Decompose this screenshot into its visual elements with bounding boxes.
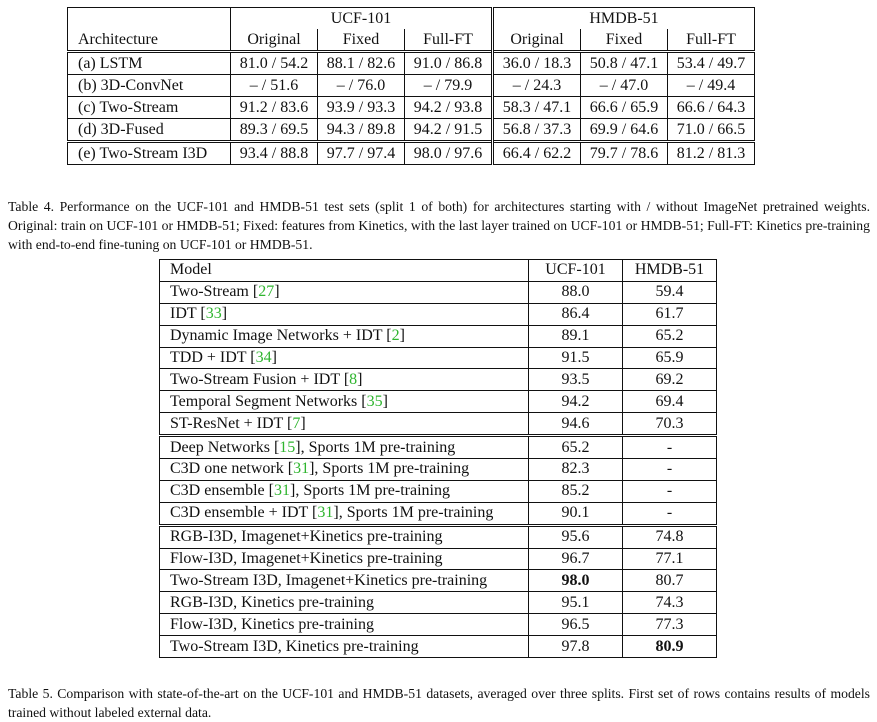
table4-cell: 66.4 / 62.2: [493, 142, 581, 165]
table4-cell: 81.0 / 54.2: [231, 52, 318, 75]
table4-header-spacer: [68, 8, 231, 30]
table5-hmdb-value: 59.4: [623, 281, 717, 303]
table5-row: [160, 614, 717, 636]
table5-model-suffix: ]: [300, 414, 306, 432]
citation-link[interactable]: 35: [366, 392, 383, 410]
table-4: [67, 7, 755, 165]
table5-row: [160, 303, 717, 325]
table5-model-name: ST-ResNet + IDT [: [170, 414, 293, 432]
table5-caption: Table 5. Comparison with state-of-the-art on the UCF-101 and HMDB-51 datasets, averaged over three splits. First set of rows contains results of models trained without labeled external data.: [8, 685, 870, 720]
table5-model-cell: [160, 548, 529, 570]
table5-ucf-value: 86.4: [529, 303, 623, 325]
table5-model-cell: [160, 413, 529, 436]
table5-row: [160, 413, 717, 436]
table4-cell: 91.0 / 86.8: [405, 52, 493, 75]
table5-hmdb-value: 77.3: [623, 614, 717, 636]
table5-ucf-value: 89.1: [529, 325, 623, 347]
table5-model-name: C3D one network [: [170, 460, 294, 478]
table5-model-name: TDD + IDT [: [170, 349, 256, 366]
table5-ucf-value: 98.0: [529, 570, 623, 592]
table5-hmdb-value: 74.8: [623, 525, 717, 548]
table4-cell: (b) 3D-ConvNet: [68, 75, 231, 97]
table4-caption: Table 4. Performance on the UCF-101 and HMDB-51 test sets (split 1 of both) for architectures starting with / without ImageNet pretrained weights. Original: train on UCF-101 or HMDB-51; Fixed: features from Kinetics, with the last layer trained on UCF-101 or HMDB-51; Full-FT: Kinetics pre-training with end-to-end fine-tuning on UCF-101 or HMDB-51.: [8, 198, 870, 252]
table5-model-cell: [160, 570, 529, 592]
table5-model-cell: [160, 391, 529, 413]
table5-model-suffix: ]: [382, 392, 388, 410]
table5-row: [160, 281, 717, 303]
table5-row: [160, 325, 717, 347]
table5-model-cell: [160, 436, 529, 459]
citation-link[interactable]: 33: [205, 305, 222, 323]
table5-col-ucf: UCF-101: [529, 260, 623, 282]
table4-cell: (c) Two-Stream: [68, 97, 231, 119]
table4-row: [68, 142, 755, 165]
table4-cell: 50.8 / 47.1: [581, 52, 668, 75]
table5-row: [160, 570, 717, 592]
table5-model-name: Two-Stream I3D, Imagenet+Kinetics pre-training: [170, 571, 488, 589]
table5-model-cell: [160, 636, 529, 658]
table4-cell: 66.6 / 64.3: [668, 97, 755, 119]
table4-cell: 58.3 / 47.1: [493, 97, 581, 119]
table4-cell: 69.9 / 64.6: [581, 119, 668, 142]
table5-row: [160, 502, 717, 525]
table5-row: [160, 548, 717, 570]
table5-model-name: RGB-I3D, Imagenet+Kinetics pre-training: [170, 528, 443, 546]
table5-ucf-value: 95.1: [529, 592, 623, 614]
table5-model-cell: [160, 502, 529, 525]
table5-ucf-value: 82.3: [529, 459, 623, 481]
table4-cell: 94.2 / 91.5: [405, 119, 493, 142]
table5-model-cell: [160, 614, 529, 636]
table4-row: [68, 75, 755, 97]
citation-link[interactable]: 27: [258, 283, 275, 301]
table4-cell: 56.8 / 37.3: [493, 119, 581, 142]
table5-model-suffix: ]: [357, 370, 363, 388]
citation-link[interactable]: 7: [292, 414, 301, 432]
table5-model-suffix: ], Sports 1M pre-training: [289, 482, 450, 500]
table5-ucf-value: 96.7: [529, 548, 623, 570]
table5-model-name: Two-Stream Fusion + IDT [: [170, 370, 350, 388]
table4-cell: 71.0 / 66.5: [668, 119, 755, 142]
table4-cell: (a) LSTM: [68, 52, 231, 75]
table5-row: [160, 592, 717, 614]
table4-col-ucf-fullft: Full-FT: [405, 29, 493, 52]
table4-cell: (e) Two-Stream I3D: [68, 142, 231, 165]
table4-col-hmdb-original: Original: [493, 29, 581, 52]
table5-ucf-value: 91.5: [529, 347, 623, 369]
table5-ucf-value: 88.0: [529, 281, 623, 303]
table5-model-cell: [160, 525, 529, 548]
table5-row: [160, 525, 717, 548]
table4-cell: 93.4 / 88.8: [231, 142, 318, 165]
table5-hmdb-value: 74.3: [623, 592, 717, 614]
table4-cell: – / 76.0: [318, 75, 405, 97]
table5-row: [160, 636, 717, 658]
table5-row: [160, 436, 717, 459]
table5-model-name: Dynamic Image Networks + IDT [: [170, 327, 392, 345]
table4-row: [68, 119, 755, 142]
table5-model-name: Deep Networks [: [170, 438, 280, 456]
table5-model-suffix: ], Sports 1M pre-training: [333, 504, 494, 522]
table5-hmdb-value: 61.7: [623, 303, 717, 325]
table5-row: [160, 480, 717, 502]
table4-col-architecture: Architecture: [78, 30, 158, 48]
table4-group-hmdb: HMDB-51: [493, 8, 755, 30]
citation-link[interactable]: 2: [391, 327, 400, 345]
table5-model-cell: [160, 347, 529, 369]
table4-cell: 81.2 / 81.3: [668, 142, 755, 165]
table5-ucf-value: 93.5: [529, 369, 623, 391]
table5-ucf-value: 96.5: [529, 614, 623, 636]
table5-hmdb-value: -: [623, 436, 717, 459]
table4-cell: 97.7 / 97.4: [318, 142, 405, 165]
table4-cell: 36.0 / 18.3: [493, 52, 581, 75]
table4-cell: 94.2 / 93.8: [405, 97, 493, 119]
table5-hmdb-value: 69.4: [623, 391, 717, 413]
table4-cell: 98.0 / 97.6: [405, 142, 493, 165]
table4-cell: 89.3 / 69.5: [231, 119, 318, 142]
table5-model-suffix: ]: [399, 327, 405, 345]
table4-cell: – / 51.6: [231, 75, 318, 97]
table5-ucf-value: 90.1: [529, 502, 623, 525]
table5-model-suffix: ], Sports 1M pre-training: [295, 438, 456, 456]
table4-cell: 79.7 / 78.6: [581, 142, 668, 165]
table5-model-name: C3D ensemble [: [170, 482, 274, 500]
table5-row: [160, 391, 717, 413]
citation-link[interactable]: 31: [273, 482, 290, 500]
citation-link[interactable]: 31: [293, 460, 310, 478]
table5-hmdb-value: 65.9: [623, 347, 717, 369]
table5-ucf-value: 65.2: [529, 436, 623, 459]
table5-hmdb-value: -: [623, 480, 717, 502]
table5-hmdb-value: 65.2: [623, 325, 717, 347]
table5-model-name: Flow-I3D, Kinetics pre-training: [170, 615, 374, 633]
citation-link[interactable]: 31: [317, 504, 334, 522]
table-5: [159, 259, 717, 658]
table5-model-suffix: ]: [271, 349, 277, 366]
table5-hmdb-value: 70.3: [623, 413, 717, 436]
table4-cell: – / 49.4: [668, 75, 755, 97]
table4-col-ucf-fixed: Fixed: [318, 29, 405, 52]
citation-link[interactable]: 8: [349, 370, 358, 388]
table5-model-cell: [160, 480, 529, 502]
table5-model-name: IDT [: [170, 305, 206, 323]
table5-row: [160, 459, 717, 481]
table5-col-model: Model: [170, 261, 212, 279]
table5-row: [160, 347, 717, 369]
table5-ucf-value: 85.2: [529, 480, 623, 502]
table5-col-hmdb: HMDB-51: [623, 260, 717, 282]
table4-cell: – / 47.0: [581, 75, 668, 97]
table4-group-ucf: UCF-101: [231, 8, 493, 30]
table4-cell: 93.9 / 93.3: [318, 97, 405, 119]
table5-model-cell: [160, 303, 529, 325]
table4-col-hmdb-fullft: Full-FT: [668, 29, 755, 52]
table5-model-name: Temporal Segment Networks [: [170, 392, 367, 410]
table4-cell: – / 24.3: [493, 75, 581, 97]
table5-model-cell: [160, 281, 529, 303]
table4-col-ucf-original: Original: [231, 29, 318, 52]
table4-cell: – / 79.9: [405, 75, 493, 97]
table5-model-suffix: ]: [274, 283, 280, 301]
table4-cell: 94.3 / 89.8: [318, 119, 405, 142]
table5-model-name: Flow-I3D, Imagenet+Kinetics pre-training: [170, 550, 443, 568]
table5-model-cell: [160, 459, 529, 481]
table5-model-cell: [160, 325, 529, 347]
table4-cell: 53.4 / 49.7: [668, 52, 755, 75]
table4-row: [68, 52, 755, 75]
table5-ucf-value: 94.2: [529, 391, 623, 413]
table5-hmdb-value: 69.2: [623, 369, 717, 391]
table5-model-name: Two-Stream [: [170, 283, 259, 301]
table5-model-name: Two-Stream I3D, Kinetics pre-training: [170, 637, 419, 655]
table4-row: [68, 97, 755, 119]
table5-hmdb-value: -: [623, 459, 717, 481]
table5-model-name: C3D ensemble + IDT [: [170, 504, 318, 522]
citation-link[interactable]: 15: [279, 438, 296, 456]
table5-row: [160, 369, 717, 391]
table5-ucf-value: 97.8: [529, 636, 623, 658]
table5-header-row: [160, 260, 717, 282]
table4-col-hmdb-fixed: Fixed: [581, 29, 668, 52]
citation-link[interactable]: 34: [255, 349, 272, 366]
table5-model-suffix: ], Sports 1M pre-training: [309, 460, 470, 478]
table5-model-cell: [160, 592, 529, 614]
table4-cell: (d) 3D-Fused: [68, 119, 231, 142]
table5-hmdb-value: 77.1: [623, 548, 717, 570]
table5-ucf-value: 94.6: [529, 413, 623, 436]
table4-cell: 66.6 / 65.9: [581, 97, 668, 119]
table4-cell: 91.2 / 83.6: [231, 97, 318, 119]
table5-ucf-value: 95.6: [529, 525, 623, 548]
table5-model-suffix: ]: [221, 305, 228, 323]
table5-model-name: RGB-I3D, Kinetics pre-training: [170, 593, 374, 611]
table5-hmdb-value: 80.9: [623, 636, 717, 658]
table5-model-cell: [160, 369, 529, 391]
table4-cell: 88.1 / 82.6: [318, 52, 405, 75]
table5-hmdb-value: 80.7: [623, 570, 717, 592]
table5-hmdb-value: -: [623, 502, 717, 525]
